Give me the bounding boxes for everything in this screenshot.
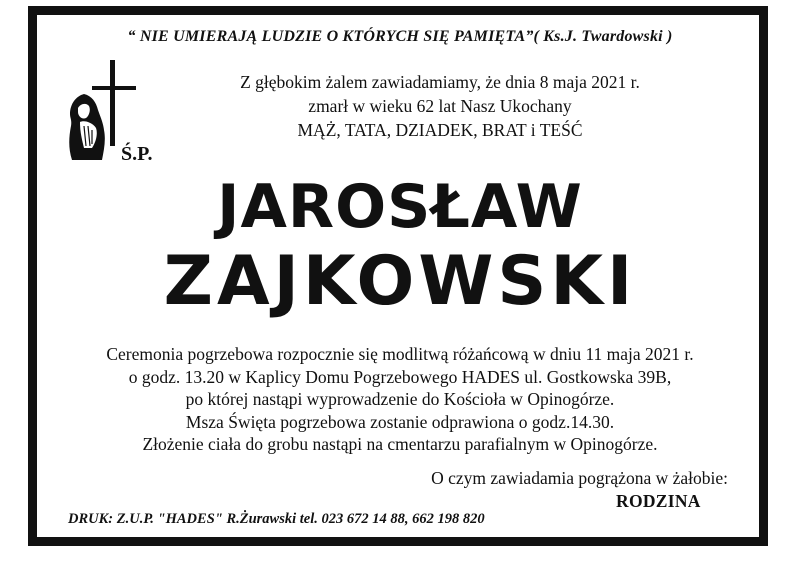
ceremony-line: o godz. 13.20 w Kaplicy Domu Pogrzebowego HADES ul. Gostkowska 39B, [128,366,672,387]
printer-footer: DRUK: Z.U.P. "HADES" R.Żurawski tel. 023 672 14 88, 662 198 820 [68,511,485,527]
ceremony-line: po której nastąpi wyprowadzenie do Kościoła w Opinogórze. [185,389,615,409]
announcement-intro [180,70,700,142]
deceased-last-name: ZAJKOWSKI [163,242,637,321]
closing-line: O czym zawiadamia pogrążona w żałobie: [431,468,728,488]
ceremony-details [40,343,760,456]
ceremony-line: Złożenie ciała do grobu nastąpi na cmentarzu parafialnym w Opinogórze. [142,434,658,454]
sp-abbreviation: Ś.P. [121,143,153,165]
intro-line: MĄŻ, TATA, DZIADEK, BRAT i TEŚĆ [297,120,583,140]
intro-line: Z głębokim żalem zawiadamiamy, że dnia 8 maja 2021 r. [240,72,640,92]
intro-line: zmarł w wieku 62 lat Nasz Ukochany [308,96,572,116]
ceremony-line: Ceremonia pogrzebowa rozpocznie się modlitwą różańcową w dniu 11 maja 2021 r. [106,344,694,364]
memorial-motto: “ NIE UMIERAJĄ LUDZIE O KTÓRYCH SIĘ PAMIĘTA”( Ks.J. Twardowski ) [127,28,673,45]
family-signature: RODZINA [616,491,701,511]
deceased-first-name: JAROSŁAW [217,172,583,242]
ceremony-line: Msza Święta pogrzebowa zostanie odprawiona o godz.14.30. [185,411,615,432]
